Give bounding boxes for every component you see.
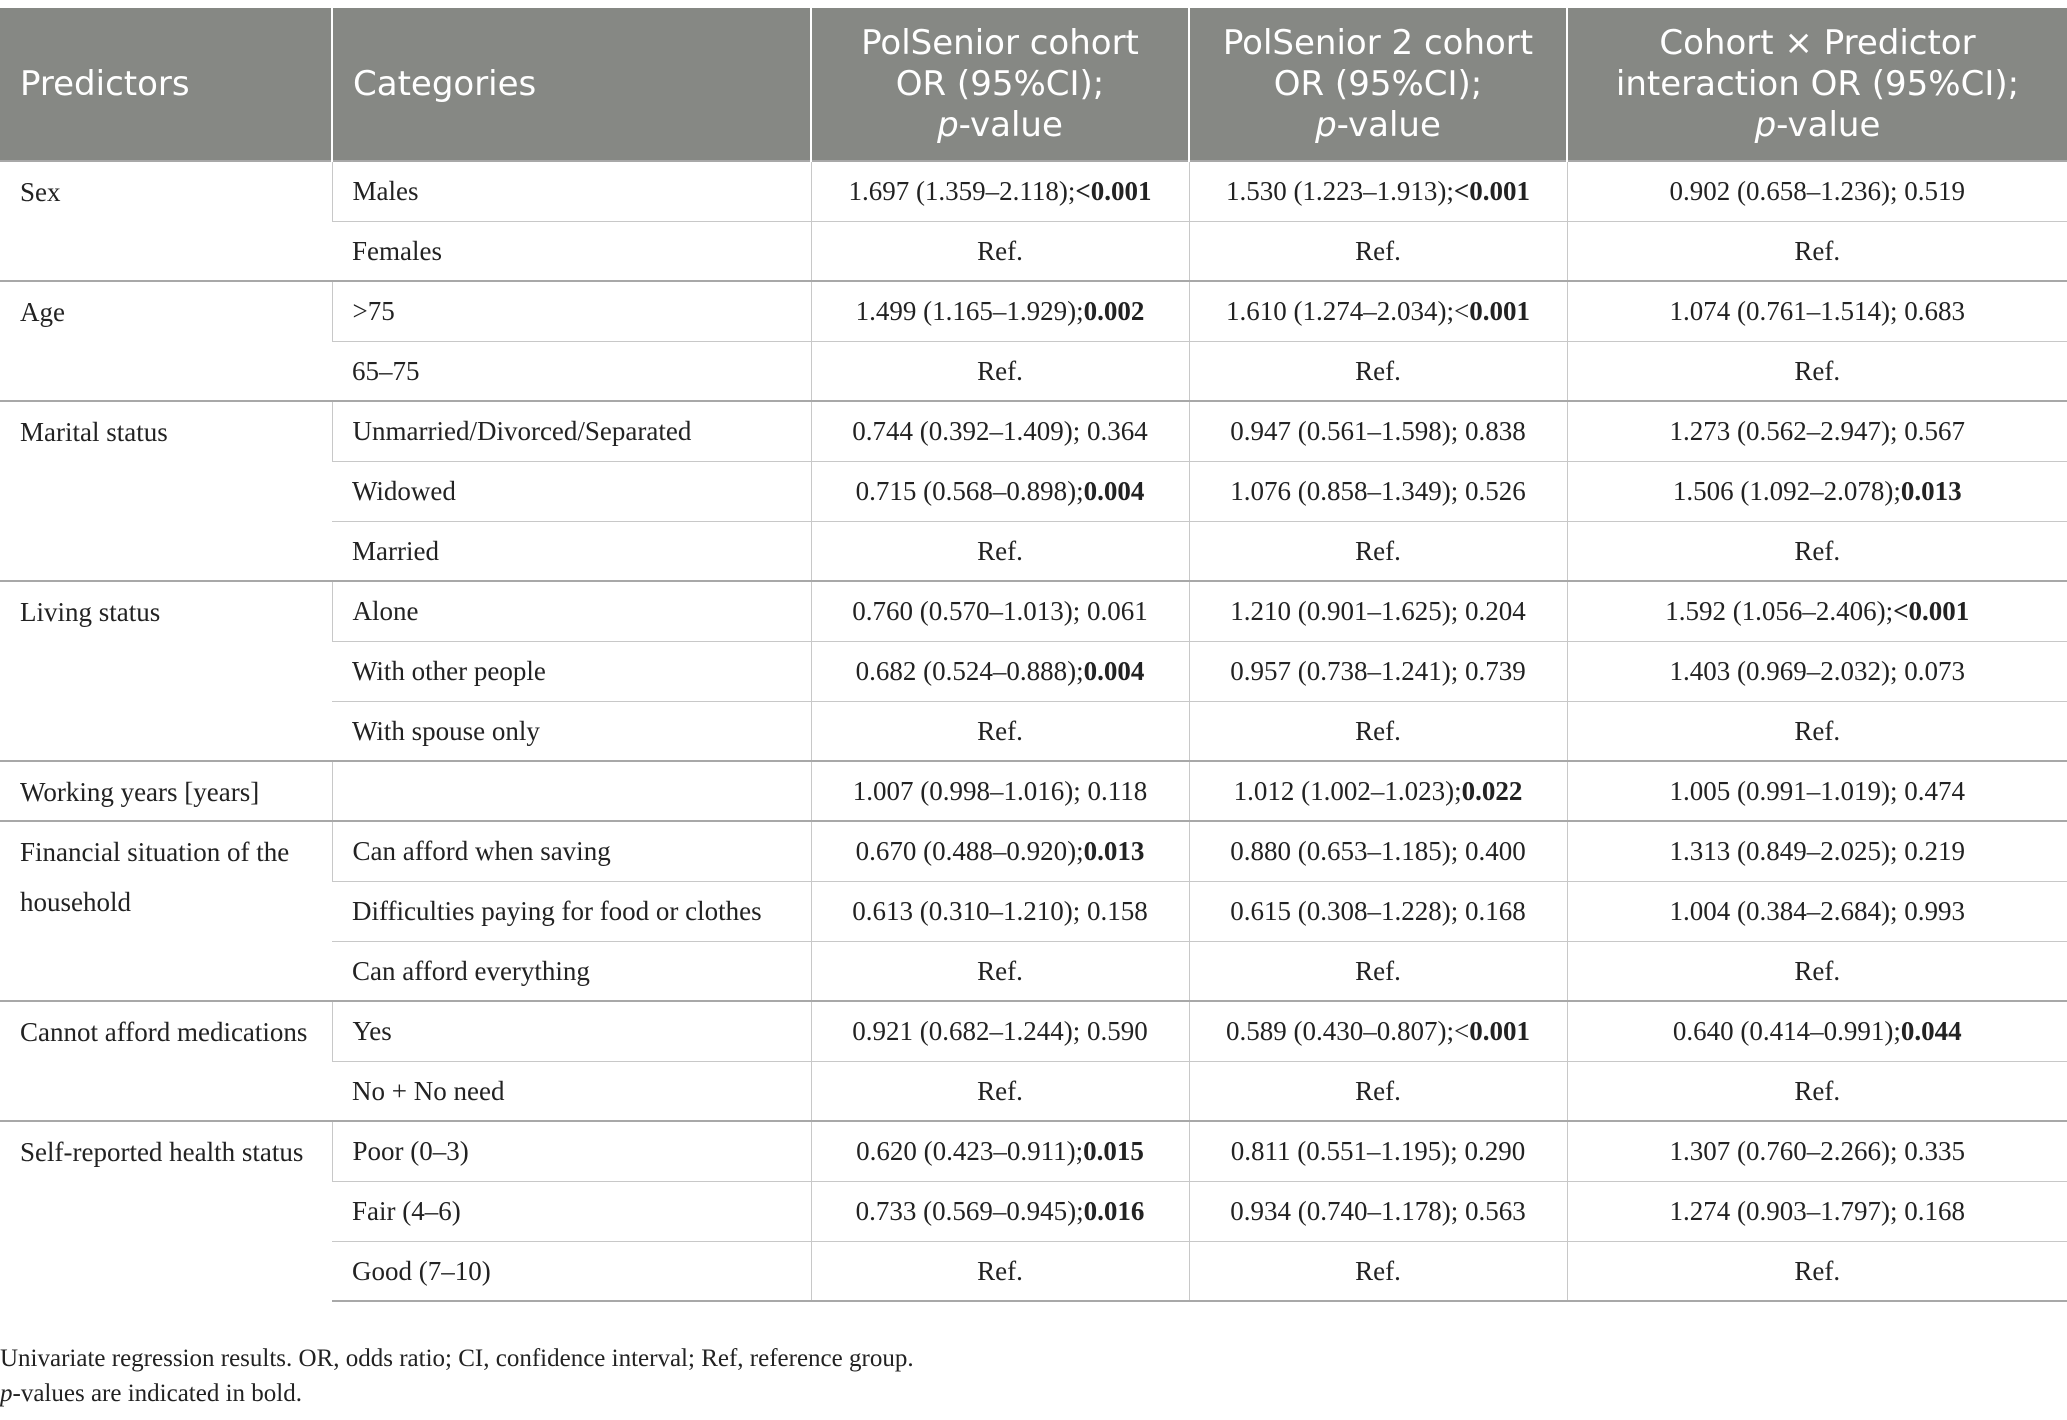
or-value: 0.744 (0.392–1.409); 0.364 (852, 416, 1148, 446)
or-value: 1.007 (0.998–1.016); 0.118 (852, 776, 1148, 806)
polsenior-or-cell (811, 1061, 1189, 1121)
p-value-bold: 0.044 (1900, 1016, 1962, 1046)
or-value: 1.403 (0.969–2.032); 0.073 (1669, 655, 1965, 686)
or-value: 1.273 (0.562–2.947); 0.567 (1669, 416, 1965, 446)
or-value: 0.880 (0.653–1.185); 0.400 (1230, 836, 1526, 866)
regression-table (0, 8, 2067, 1302)
header-polsenior-p: p (937, 104, 959, 145)
or-value: 1.610 (1.274–2.034);< (1226, 296, 1470, 326)
predictor-cell: Working years [years] (0, 761, 332, 821)
interaction-or-cell (1567, 461, 2067, 521)
or-value: 1.530 (1.223–1.913); (1225, 176, 1454, 206)
p-value-bold: 0.013 (1083, 836, 1145, 866)
p-value-bold: <0.001 (1893, 596, 1970, 626)
predictor-cell: Self-reported health status (0, 1121, 332, 1301)
category-cell: Widowed (332, 461, 811, 521)
header-interaction-line2: interaction OR (95%CI); (1615, 63, 2020, 104)
interaction-or-cell (1567, 221, 2067, 281)
or-value: Ref. (1794, 235, 1841, 266)
or-value: 0.682 (0.524–0.888); (855, 655, 1084, 686)
or-value: Ref. (1355, 535, 1401, 566)
category-cell: >75 (332, 281, 811, 341)
or-value: 1.506 (1.092–2.078); (1672, 475, 1901, 506)
or-value: 0.811 (0.551–1.195); 0.290 (1230, 1136, 1526, 1166)
predictor-cell: Living status (0, 581, 332, 761)
or-value: Ref. (1355, 1075, 1401, 1106)
predictor-cell: Age (0, 281, 332, 401)
interaction-or-cell (1567, 1121, 2067, 1181)
table-row (0, 281, 2067, 341)
or-value: 0.733 (0.569–0.945); (855, 1195, 1084, 1226)
table-row (0, 761, 2067, 821)
footnote-abbreviations: Univariate regression results. OR, odds ratio; CI, confidence interval; Ref, reference group. (0, 1345, 914, 1372)
or-value: 0.715 (0.568–0.898); (855, 475, 1084, 506)
category-cell: Females (332, 221, 811, 281)
polsenior-or-cell (811, 161, 1189, 221)
or-value: 0.613 (0.310–1.210); 0.158 (852, 895, 1148, 926)
footnote-p: p (0, 1380, 13, 1407)
category-cell: With other people (332, 641, 811, 701)
category-cell: 65–75 (332, 341, 811, 401)
header-polsenior-tail: -value (958, 104, 1063, 145)
header-polsenior2-line1: PolSenior 2 cohort (1222, 22, 1534, 63)
or-value: Ref. (977, 355, 1023, 386)
polsenior2-or-cell (1189, 821, 1567, 881)
or-value: Ref. (977, 715, 1023, 746)
polsenior2-or-cell (1189, 1241, 1567, 1301)
interaction-or-cell (1567, 341, 2067, 401)
or-value: 0.589 (0.430–0.807);< (1226, 1016, 1470, 1046)
or-value: 1.307 (0.760–2.266); 0.335 (1669, 1136, 1965, 1166)
table-row (0, 581, 2067, 641)
or-value: Ref. (1355, 715, 1401, 746)
or-value: 1.210 (0.901–1.625); 0.204 (1230, 596, 1526, 626)
header-polsenior2-cohort (1189, 8, 1567, 161)
p-value-bold: 0.002 (1083, 296, 1145, 326)
polsenior-or-cell (811, 881, 1189, 941)
or-value: 0.902 (0.658–1.236); 0.519 (1669, 176, 1965, 206)
or-value: 1.499 (1.165–1.929); (855, 296, 1084, 326)
polsenior-or-cell (811, 281, 1189, 341)
category-cell: Unmarried/Divorced/Separated (332, 401, 811, 461)
header-row (0, 8, 2067, 161)
predictor-cell: Sex (0, 161, 332, 281)
category-cell: Fair (4–6) (332, 1181, 811, 1241)
or-value: 0.670 (0.488–0.920); (855, 836, 1084, 866)
interaction-or-cell (1567, 401, 2067, 461)
category-cell: Can afford when saving (332, 821, 811, 881)
or-value: 0.760 (0.570–1.013); 0.061 (852, 596, 1148, 626)
table-header (0, 8, 2067, 161)
polsenior2-or-cell (1189, 701, 1567, 761)
polsenior2-or-cell (1189, 341, 1567, 401)
interaction-or-cell (1567, 821, 2067, 881)
interaction-or-cell (1567, 281, 2067, 341)
or-value: Ref. (1794, 715, 1841, 746)
polsenior2-or-cell (1189, 1061, 1567, 1121)
p-value-bold: 0.015 (1083, 1136, 1144, 1166)
interaction-or-cell (1567, 1061, 2067, 1121)
or-value: Ref. (1355, 235, 1401, 266)
or-value: 0.957 (0.738–1.241); 0.739 (1230, 655, 1526, 686)
polsenior-or-cell (811, 521, 1189, 581)
polsenior-or-cell (811, 1001, 1189, 1061)
or-value: Ref. (1794, 355, 1841, 386)
regression-table-container (0, 8, 2067, 1302)
or-value: 0.615 (0.308–1.228); 0.168 (1230, 895, 1526, 926)
or-value: 1.074 (0.761–1.514); 0.683 (1669, 296, 1965, 326)
or-value: Ref. (1794, 535, 1841, 566)
polsenior-or-cell (811, 341, 1189, 401)
polsenior2-or-cell (1189, 401, 1567, 461)
polsenior2-or-cell (1189, 1001, 1567, 1061)
header-interaction (1567, 8, 2067, 161)
interaction-or-cell (1567, 1241, 2067, 1301)
predictor-cell: Financial situation of the household (0, 821, 332, 1001)
interaction-or-cell (1567, 641, 2067, 701)
or-value: 1.592 (1.056–2.406); (1665, 596, 1894, 626)
header-polsenior-cohort (811, 8, 1189, 161)
interaction-or-cell (1567, 941, 2067, 1001)
or-value: Ref. (1355, 955, 1401, 986)
or-value: 1.076 (0.858–1.349); 0.526 (1230, 475, 1526, 506)
category-cell: Can afford everything (332, 941, 811, 1001)
category-cell: Yes (332, 1001, 811, 1061)
category-cell: Difficulties paying for food or clothes (332, 881, 811, 941)
category-cell: No + No need (332, 1061, 811, 1121)
or-value: Ref. (1794, 1255, 1841, 1286)
p-value-bold: 0.013 (1900, 475, 1962, 506)
header-polsenior2-p: p (1315, 104, 1337, 145)
polsenior-or-cell (811, 701, 1189, 761)
polsenior-or-cell (811, 401, 1189, 461)
or-value: 1.274 (0.903–1.797); 0.168 (1669, 1195, 1965, 1226)
or-value: Ref. (977, 535, 1023, 566)
polsenior2-or-cell (1189, 221, 1567, 281)
or-value: 1.697 (1.359–2.118); (848, 176, 1076, 206)
interaction-or-cell (1567, 1181, 2067, 1241)
header-interaction-line1: Cohort × Predictor (1659, 22, 1976, 63)
polsenior-or-cell (811, 1121, 1189, 1181)
polsenior2-or-cell (1189, 1121, 1567, 1181)
header-polsenior2-tail: -value (1336, 104, 1441, 145)
footnote-rest: -values are indicated in bold. (12, 1380, 302, 1407)
or-value: 0.921 (0.682–1.244); 0.590 (852, 1016, 1148, 1046)
polsenior-or-cell (811, 941, 1189, 1001)
polsenior2-or-cell (1189, 641, 1567, 701)
or-value: 0.934 (0.740–1.178); 0.563 (1230, 1195, 1526, 1226)
or-value: Ref. (977, 235, 1023, 266)
table-row (0, 1121, 2067, 1181)
polsenior2-or-cell (1189, 761, 1567, 821)
table-row (0, 1001, 2067, 1061)
polsenior-or-cell (811, 821, 1189, 881)
polsenior2-or-cell (1189, 1181, 1567, 1241)
polsenior-or-cell (811, 641, 1189, 701)
or-value: 0.620 (0.423–0.911); (856, 1136, 1084, 1166)
or-value: Ref. (977, 1255, 1023, 1286)
or-value: 1.004 (0.384–2.684); 0.993 (1669, 895, 1965, 926)
polsenior2-or-cell (1189, 461, 1567, 521)
table-body (0, 161, 2067, 1301)
p-value-bold: <0.001 (1453, 176, 1531, 206)
category-cell: Males (332, 161, 811, 221)
table-row (0, 401, 2067, 461)
interaction-or-cell (1567, 161, 2067, 221)
p-value-bold: 0.022 (1461, 776, 1523, 806)
or-value: 0.947 (0.561–1.598); 0.838 (1230, 416, 1526, 446)
p-value-bold: 0.004 (1083, 655, 1145, 686)
interaction-or-cell (1567, 521, 2067, 581)
footnote-bold (0, 1380, 302, 1408)
or-value: 1.005 (0.991–1.019); 0.474 (1669, 776, 1965, 806)
category-cell (332, 761, 811, 821)
predictor-cell: Marital status (0, 401, 332, 581)
header-polsenior2-line2: OR (95%CI); (1273, 63, 1483, 104)
p-value-bold: 0.016 (1083, 1195, 1145, 1226)
or-value: Ref. (1355, 1255, 1401, 1286)
polsenior2-or-cell (1189, 581, 1567, 641)
polsenior2-or-cell (1189, 521, 1567, 581)
table-row (0, 161, 2067, 221)
or-value: 1.012 (1.002–1.023); (1233, 776, 1462, 806)
polsenior-or-cell (811, 581, 1189, 641)
or-value: 1.313 (0.849–2.025); 0.219 (1669, 836, 1965, 866)
or-value: Ref. (1355, 355, 1401, 386)
interaction-or-cell (1567, 1001, 2067, 1061)
or-value: 0.640 (0.414–0.991); (1672, 1016, 1901, 1046)
predictor-cell: Cannot afford medications (0, 1001, 332, 1121)
interaction-or-cell (1567, 761, 2067, 821)
table-row (0, 821, 2067, 881)
polsenior-or-cell (811, 461, 1189, 521)
polsenior-or-cell (811, 1181, 1189, 1241)
category-cell: Married (332, 521, 811, 581)
header-polsenior-line2: OR (95%CI); (895, 63, 1105, 104)
header-interaction-tail: -value (1776, 104, 1881, 145)
header-categories: Categories (332, 8, 811, 161)
or-value: Ref. (1794, 955, 1841, 986)
or-value: Ref. (977, 955, 1023, 986)
polsenior2-or-cell (1189, 941, 1567, 1001)
polsenior2-or-cell (1189, 881, 1567, 941)
category-cell: Poor (0–3) (332, 1121, 811, 1181)
polsenior-or-cell (811, 221, 1189, 281)
polsenior-or-cell (811, 761, 1189, 821)
p-value-bold: 0.001 (1469, 296, 1530, 326)
polsenior2-or-cell (1189, 161, 1567, 221)
or-value: Ref. (977, 1075, 1023, 1106)
category-cell: With spouse only (332, 701, 811, 761)
header-interaction-p: p (1754, 104, 1777, 145)
interaction-or-cell (1567, 701, 2067, 761)
polsenior2-or-cell (1189, 281, 1567, 341)
interaction-or-cell (1567, 581, 2067, 641)
p-value-bold: 0.004 (1083, 475, 1145, 506)
category-cell: Good (7–10) (332, 1241, 811, 1301)
polsenior-or-cell (811, 1241, 1189, 1301)
or-value: Ref. (1794, 1075, 1841, 1106)
p-value-bold: <0.001 (1075, 176, 1152, 206)
header-predictors: Predictors (0, 8, 332, 161)
header-polsenior-line1: PolSenior cohort (861, 22, 1139, 63)
interaction-or-cell (1567, 881, 2067, 941)
category-cell: Alone (332, 581, 811, 641)
p-value-bold: 0.001 (1469, 1016, 1530, 1046)
